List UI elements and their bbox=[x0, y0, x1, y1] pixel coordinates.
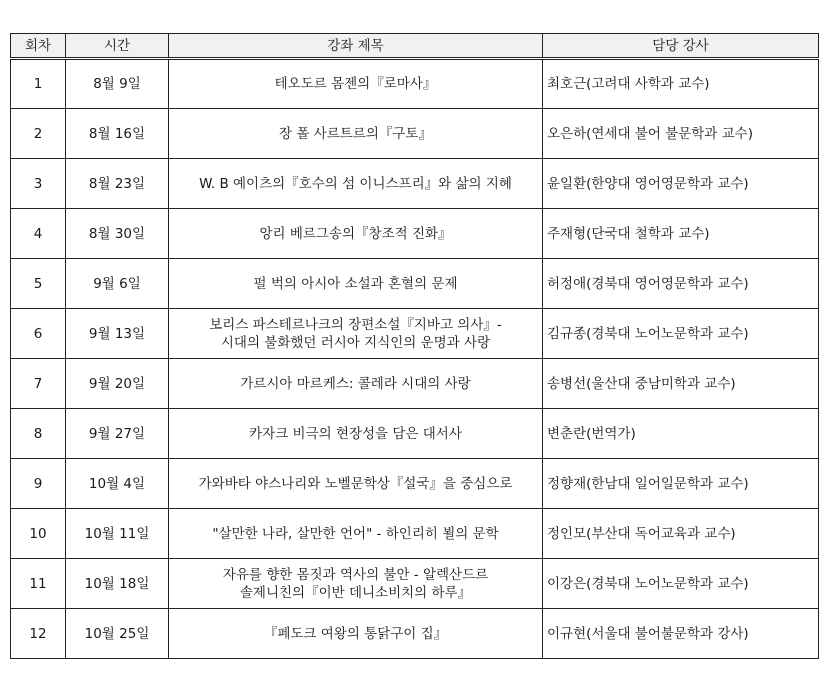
table-row bbox=[11, 359, 819, 409]
title-line: 보리스 파스테르나크의 장편소설『지바고 의사』- bbox=[209, 316, 502, 333]
cell-session: 2 bbox=[11, 109, 66, 159]
header-time: 시간 bbox=[66, 34, 169, 59]
header-session: 회차 bbox=[11, 34, 66, 59]
header-title: 강좌 제목 bbox=[169, 34, 543, 59]
cell-time: 8월 16일 bbox=[66, 109, 169, 159]
cell-session: 9 bbox=[11, 459, 66, 509]
title-line: 가르시아 마르케스: 콜레라 시대의 사랑 bbox=[240, 375, 471, 392]
cell-time: 8월 23일 bbox=[66, 159, 169, 209]
cell-instructor: 이강은(경북대 노어노문학과 교수) bbox=[543, 559, 819, 609]
cell-session: 8 bbox=[11, 409, 66, 459]
table-body bbox=[11, 59, 819, 659]
cell-time: 10월 25일 bbox=[66, 609, 169, 659]
cell-title bbox=[169, 459, 543, 509]
cell-instructor: 윤일환(한양대 영어영문학과 교수) bbox=[543, 159, 819, 209]
cell-instructor: 변춘란(번역가) bbox=[543, 409, 819, 459]
table-row bbox=[11, 609, 819, 659]
title-line: 『페도크 여왕의 통닭구이 집』 bbox=[263, 625, 448, 642]
cell-title bbox=[169, 559, 543, 609]
title-line: 가와바타 야스나리와 노벨문학상『설국』을 중심으로 bbox=[198, 475, 513, 492]
cell-session: 1 bbox=[11, 59, 66, 109]
cell-session: 10 bbox=[11, 509, 66, 559]
title-line: 카자크 비극의 현장성을 담은 대서사 bbox=[249, 425, 462, 442]
cell-title bbox=[169, 309, 543, 359]
cell-time: 10월 4일 bbox=[66, 459, 169, 509]
title-line: W. B 예이츠의『호수의 섬 이니스프리』와 삶의 지혜 bbox=[199, 175, 512, 192]
cell-title bbox=[169, 409, 543, 459]
title-line: "살만한 나라, 살만한 언어" - 하인리히 뵐의 문학 bbox=[212, 525, 499, 542]
cell-title bbox=[169, 359, 543, 409]
table-row bbox=[11, 159, 819, 209]
cell-session: 3 bbox=[11, 159, 66, 209]
cell-instructor: 정향재(한남대 일어일문학과 교수) bbox=[543, 459, 819, 509]
cell-session: 12 bbox=[11, 609, 66, 659]
cell-instructor: 정인모(부산대 독어교육과 교수) bbox=[543, 509, 819, 559]
cell-title bbox=[169, 159, 543, 209]
table-row bbox=[11, 109, 819, 159]
cell-time: 9월 27일 bbox=[66, 409, 169, 459]
cell-instructor: 허정애(경북대 영어영문학과 교수) bbox=[543, 259, 819, 309]
cell-title bbox=[169, 109, 543, 159]
cell-time: 10월 18일 bbox=[66, 559, 169, 609]
cell-title bbox=[169, 509, 543, 559]
cell-time: 9월 6일 bbox=[66, 259, 169, 309]
cell-session: 4 bbox=[11, 209, 66, 259]
cell-title bbox=[169, 209, 543, 259]
cell-title bbox=[169, 609, 543, 659]
table-row bbox=[11, 59, 819, 109]
table-row bbox=[11, 309, 819, 359]
table-row bbox=[11, 509, 819, 559]
table-row bbox=[11, 559, 819, 609]
cell-title bbox=[169, 259, 543, 309]
cell-session: 7 bbox=[11, 359, 66, 409]
cell-title bbox=[169, 59, 543, 109]
cell-session: 5 bbox=[11, 259, 66, 309]
cell-session: 6 bbox=[11, 309, 66, 359]
header-row bbox=[11, 34, 819, 59]
table-row bbox=[11, 259, 819, 309]
title-line: 앙리 베르그송의『창조적 진화』 bbox=[259, 225, 452, 242]
cell-time: 9월 13일 bbox=[66, 309, 169, 359]
title-line: 솔제니친의『이반 데니소비치의 하루』 bbox=[239, 584, 472, 601]
title-line: 펄 벅의 아시아 소설과 혼혈의 문제 bbox=[253, 275, 458, 292]
cell-time: 8월 30일 bbox=[66, 209, 169, 259]
title-line: 자유를 향한 몸짓과 역사의 불안 - 알렉산드르 bbox=[222, 566, 489, 583]
lecture-schedule-table bbox=[10, 33, 819, 659]
cell-instructor: 오은하(연세대 불어 불문학과 교수) bbox=[543, 109, 819, 159]
cell-instructor: 주재형(단국대 철학과 교수) bbox=[543, 209, 819, 259]
cell-instructor: 최호근(고려대 사학과 교수) bbox=[543, 59, 819, 109]
title-line: 시대의 불화했던 러시아 지식인의 운명과 사랑 bbox=[220, 334, 491, 351]
cell-instructor: 이규현(서울대 불어불문학과 강사) bbox=[543, 609, 819, 659]
cell-instructor: 김규종(경북대 노어노문학과 교수) bbox=[543, 309, 819, 359]
cell-time: 9월 20일 bbox=[66, 359, 169, 409]
cell-time: 10월 11일 bbox=[66, 509, 169, 559]
cell-instructor: 송병선(울산대 중남미학과 교수) bbox=[543, 359, 819, 409]
table-row bbox=[11, 409, 819, 459]
cell-time: 8월 9일 bbox=[66, 59, 169, 109]
header-instructor: 담당 강사 bbox=[543, 34, 819, 59]
cell-session: 11 bbox=[11, 559, 66, 609]
title-line: 장 폴 사르트르의『구토』 bbox=[279, 125, 432, 142]
title-line: 테오도르 몸젠의『로마사』 bbox=[274, 76, 437, 92]
table-header bbox=[11, 34, 819, 59]
table-row bbox=[11, 459, 819, 509]
table-row bbox=[11, 209, 819, 259]
